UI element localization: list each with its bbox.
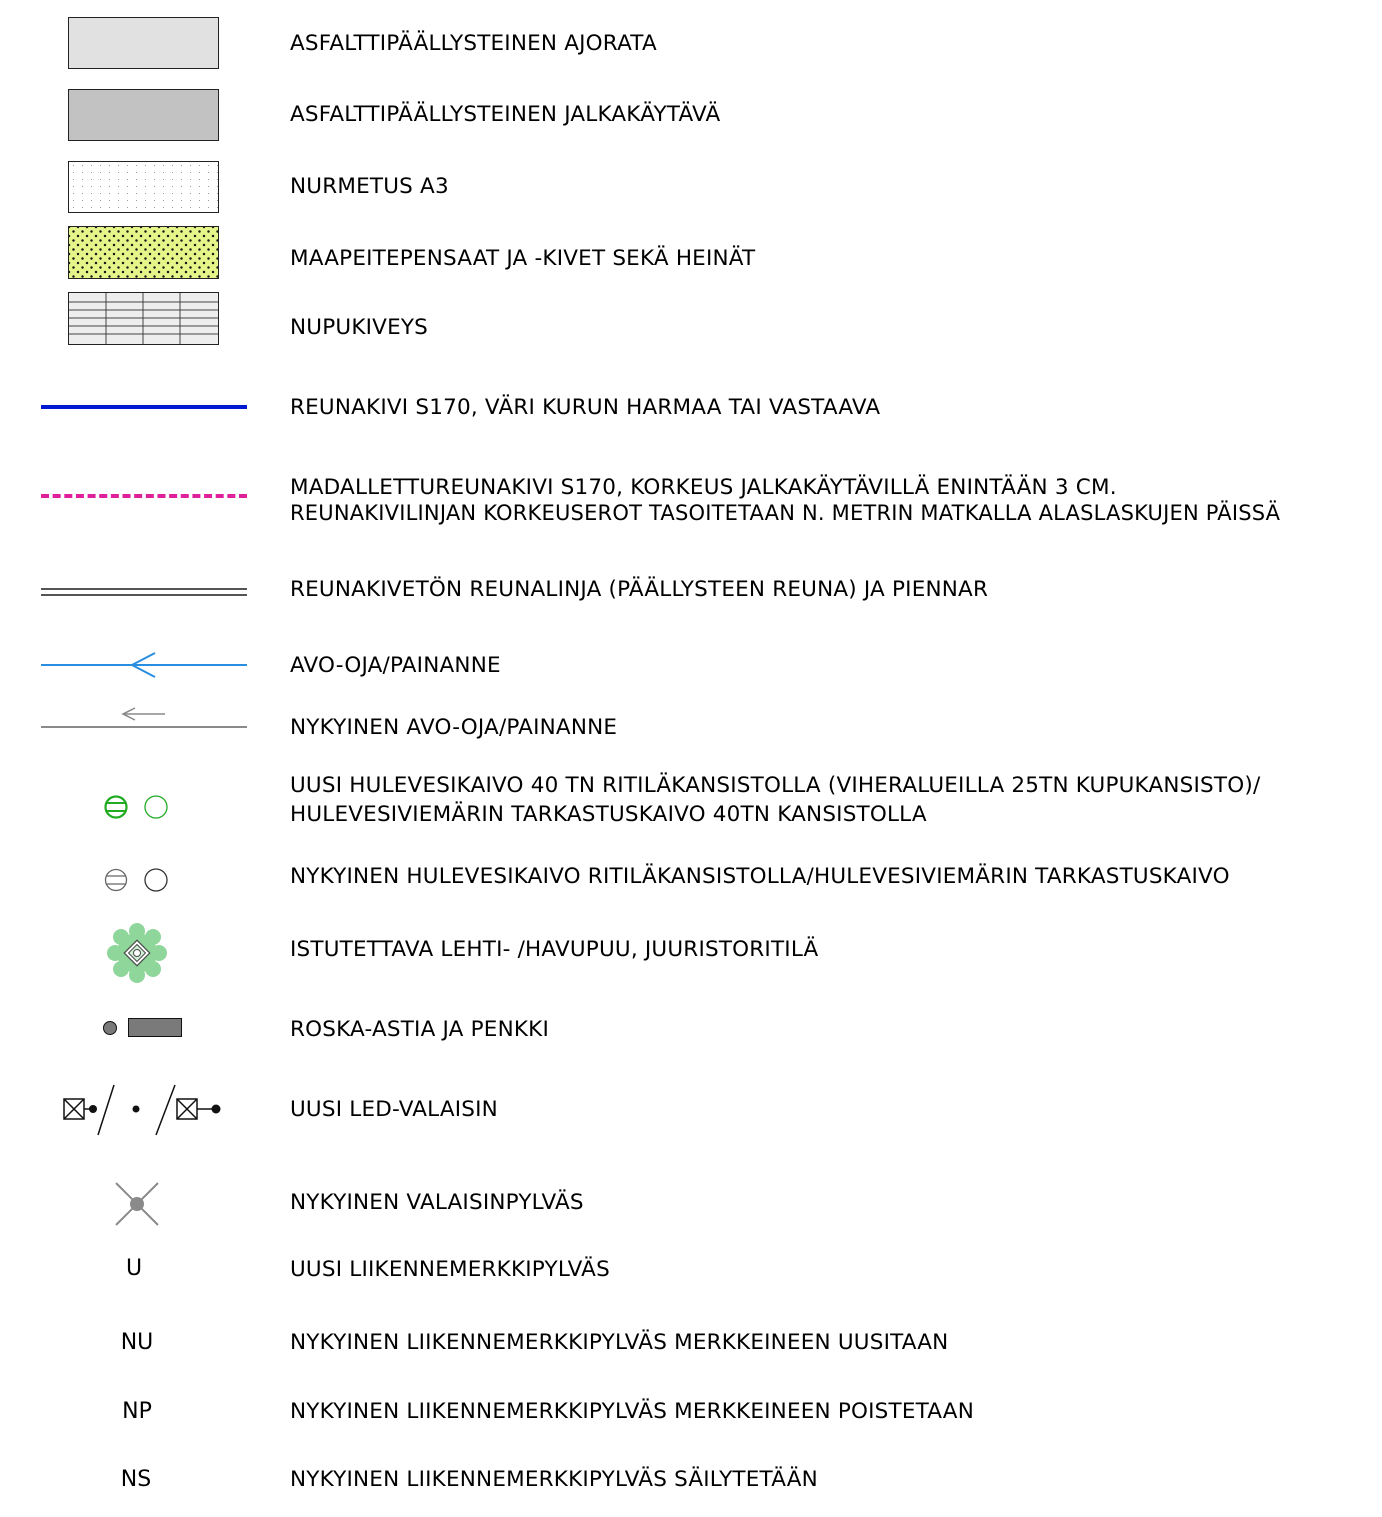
legend-label: REUNAKIVI S170, VÄRI KURUN HARMAA TAI VASTAAVA: [290, 395, 881, 420]
legend-label: NYKYINEN AVO-OJA/PAINANNE: [290, 715, 618, 740]
legend-label-line1: MADALLETTUREUNAKIVI S170, KORKEUS JALKAKÄYTÄVILLÄ ENINTÄÄN 3 CM.: [290, 475, 1117, 500]
legend-label: AVO-OJA/PAINANNE: [290, 653, 501, 678]
sign-pole-code: U: [125, 1256, 143, 1281]
asphalt-walkway-swatch: [68, 89, 219, 141]
lowered-curb-dashed-line: [41, 494, 247, 498]
legend-label: ISTUTETTAVA LEHTI- /HAVUPUU, JUURISTORITILÄ: [290, 937, 819, 962]
existing-ditch-arrow: [41, 704, 247, 734]
legend-label: MAAPEITEPENSAAT JA -KIVET SEKÄ HEINÄT: [290, 246, 756, 271]
legend-label-line2: REUNAKIVILINJAN KORKEUSEROT TASOITETAAN N. METRIN MATKALLA ALASLASKUJEN PÄISSÄ: [290, 501, 1281, 525]
led-luminaire-icons: [62, 1081, 227, 1137]
bench-icon: [128, 1018, 182, 1037]
legend-label: REUNAKIVETÖN REUNALINJA (PÄÄLLYSTEEN REUNA) JA PIENNAR: [290, 577, 989, 602]
legend-label-line1: UUSI HULEVESIKAIVO 40 TN RITILÄKANSISTOLLA (VIHERALUEILLA 25TN KUPUKANSISTO)/: [290, 773, 1261, 798]
legend-label: NYKYINEN LIIKENNEMERKKIPYLVÄS MERKKEINEEN POISTETAAN: [290, 1399, 974, 1424]
curb-line: [41, 405, 247, 409]
legend-label: NUPUKIVEYS: [290, 315, 429, 340]
legend-label: NURMETUS A3: [290, 174, 449, 199]
legend-label: ROSKA-ASTIA JA PENKKI: [290, 1017, 549, 1042]
tree-icon: [106, 922, 168, 984]
legend-label: UUSI LIIKENNEMERKKIPYLVÄS: [290, 1257, 610, 1282]
existing-light-pole-icon: [113, 1180, 161, 1228]
lawn-swatch: [68, 161, 219, 213]
legend-label: ASFALTTIPÄÄLLYSTEINEN JALKAKÄYTÄVÄ: [290, 102, 721, 127]
legend-label: NYKYINEN VALAISINPYLVÄS: [290, 1190, 584, 1215]
cobblestone-swatch: [68, 292, 219, 345]
legend-label: ASFALTTIPÄÄLLYSTEINEN AJORATA: [290, 31, 657, 56]
sign-pole-code: NS: [120, 1467, 152, 1492]
sign-pole-code: NU: [120, 1330, 154, 1355]
cobblestone-pattern: [69, 293, 218, 344]
legend-label: NYKYINEN HULEVESIKAIVO RITILÄKANSISTOLLA/HULEVESIVIEMÄRIN TARKASTUSKAIVO: [290, 864, 1230, 889]
bin-icon: [103, 1021, 117, 1035]
legend-label: NYKYINEN LIIKENNEMERKKIPYLVÄS SÄILYTETÄÄN: [290, 1467, 818, 1492]
legend-label: NYKYINEN LIIKENNEMERKKIPYLVÄS MERKKEINEEN UUSITAAN: [290, 1330, 949, 1355]
new-stormwater-well-icons: [100, 792, 172, 822]
asphalt-road-swatch: [68, 17, 219, 69]
legend-label-line2: HULEVESIVIEMÄRIN TARKASTUSKAIVO 40TN KANSISTOLLA: [290, 802, 927, 827]
open-ditch-arrow: [41, 650, 247, 680]
groundcover-swatch: [68, 226, 219, 279]
sign-pole-code: NP: [122, 1399, 152, 1424]
edge-double-line: [41, 588, 247, 596]
legend-label: UUSI LED-VALAISIN: [290, 1097, 498, 1122]
existing-stormwater-well-icons: [100, 865, 172, 895]
